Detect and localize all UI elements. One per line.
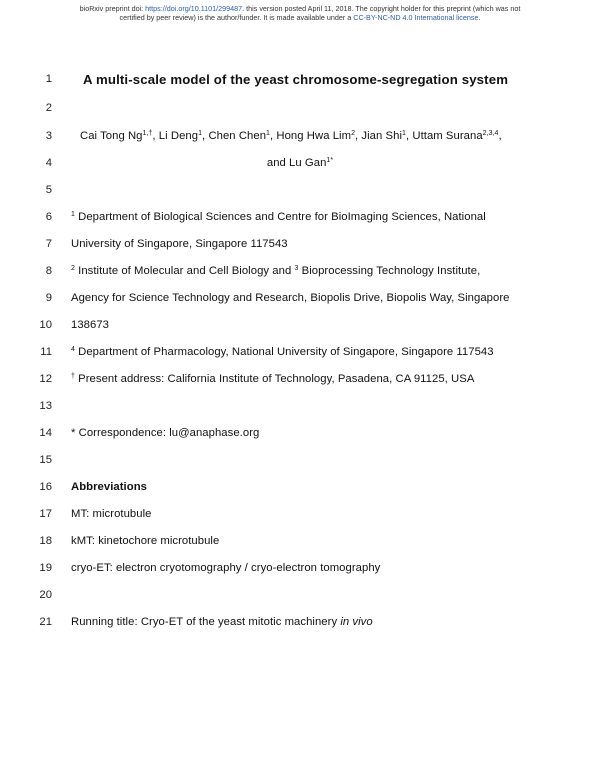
line-number: 3 xyxy=(45,130,52,142)
affiliation-sup: 4 xyxy=(71,346,75,353)
header-line2-prefix: certified by peer review) is the author/funder. It is made available under a xyxy=(119,13,354,22)
preprint-header xyxy=(0,4,600,22)
license-link[interactable]: CC-BY-NC-ND 4.0 International license xyxy=(353,13,479,22)
affiliation-text: Department of Biological Sciences and Centre for BioImaging Sciences, National xyxy=(74,211,486,223)
affiliation-2 xyxy=(71,265,480,277)
author-affiliation-sup: 1,† xyxy=(142,130,153,137)
running-title-text: Running title: Cryo-ET of the yeast mitotic machinery xyxy=(71,616,341,628)
affiliation-text: Department of Pharmacology, National University of Singapore, Singapore 117543 xyxy=(74,346,494,358)
present-address xyxy=(71,373,474,385)
line-number: 10 xyxy=(39,319,52,331)
affiliation-4 xyxy=(71,346,494,358)
author-conjunction: and xyxy=(266,157,290,169)
affiliation-sup: 1 xyxy=(71,211,75,218)
author-name: Li Deng xyxy=(158,130,199,142)
line-number: 13 xyxy=(39,400,52,412)
affiliation-1-cont: University of Singapore, Singapore 117543 xyxy=(71,238,288,250)
author-separator: , xyxy=(498,130,502,142)
header-line-1 xyxy=(0,4,600,13)
author-affiliation-sup: 1* xyxy=(326,157,334,164)
line-number: 8 xyxy=(45,265,52,277)
author-separator: , xyxy=(405,130,413,142)
line-number: 6 xyxy=(45,211,52,223)
author-affiliation-sup: 1 xyxy=(198,130,203,137)
author-name: Hong Hwa Lim xyxy=(276,130,352,142)
author-separator: , xyxy=(355,130,362,142)
line-number: 1 xyxy=(45,73,52,85)
line-number: 17 xyxy=(39,508,52,520)
author-name: Uttam Surana xyxy=(412,130,483,142)
author-name: Cai Tong Ng xyxy=(80,130,143,142)
header-prefix: bioRxiv preprint doi: xyxy=(79,4,146,13)
running-title-italic: in vivo xyxy=(340,616,373,628)
line-number: 14 xyxy=(39,427,52,439)
line-number: 16 xyxy=(39,481,52,493)
affiliation-sup: 3 xyxy=(294,265,299,272)
author-affiliation-sup: 1 xyxy=(402,130,406,137)
author-affiliation-sup: 2,3,4 xyxy=(482,130,499,137)
line-number: 11 xyxy=(40,346,52,358)
author-name: Chen Chen xyxy=(208,130,267,142)
abbreviation-item: cryo-ET: electron cryotomography / cryo-electron tomography xyxy=(71,562,381,574)
line-number: 9 xyxy=(45,292,52,304)
abbreviation-item: kMT: kinetochore microtubule xyxy=(71,535,220,547)
affiliation-text: Bioprocessing Technology Institute, xyxy=(298,265,481,277)
affiliation-text: Institute of Molecular and Cell Biology and xyxy=(74,265,295,277)
author-list-line-2 xyxy=(0,157,600,169)
present-address-text: Present address: California Institute of Technology, Pasadena, CA 91125, USA xyxy=(74,373,475,385)
author-affiliation-sup: 2 xyxy=(351,130,356,137)
line-number: 2 xyxy=(45,102,52,114)
line-number: 5 xyxy=(45,184,52,196)
author-separator: , xyxy=(270,130,277,142)
line-number: 21 xyxy=(39,616,52,628)
line-number: 7 xyxy=(45,238,52,250)
correspondence: * Correspondence: lu@anaphase.org xyxy=(71,427,260,439)
author-list xyxy=(80,130,502,142)
abbreviation-item: MT: microtubule xyxy=(71,508,152,520)
line-number: 15 xyxy=(39,454,52,466)
dagger-sup: † xyxy=(71,373,75,380)
author-name: Jian Shi xyxy=(361,130,403,142)
running-title xyxy=(71,616,373,628)
author-separator: , xyxy=(202,130,209,142)
abbreviations-heading: Abbreviations xyxy=(71,481,147,493)
author-name: Lu Gan xyxy=(289,157,327,169)
affiliation-2-cont: Agency for Science Technology and Research, Biopolis Drive, Biopolis Way, Singapore xyxy=(71,292,510,304)
line-number: 12 xyxy=(39,373,52,385)
author-separator: , xyxy=(152,130,159,142)
line-number: 19 xyxy=(39,562,52,574)
affiliation-1 xyxy=(71,211,486,223)
affiliation-sup: 2 xyxy=(71,265,75,272)
line-number: 20 xyxy=(39,589,52,601)
header-suffix: . this version posted April 11, 2018. The copyright holder for this preprint (which was not xyxy=(242,4,521,13)
header-line2-suffix: . xyxy=(478,13,481,22)
header-line-2 xyxy=(0,13,600,22)
line-number: 18 xyxy=(39,535,52,547)
paper-title: A multi-scale model of the yeast chromosome-segregation system xyxy=(83,72,509,87)
doi-link[interactable]: https://doi.org/10.1101/299487 xyxy=(145,4,243,13)
affiliation-2-postcode: 138673 xyxy=(71,319,109,331)
line-number: 4 xyxy=(45,157,52,169)
author-affiliation-sup: 1 xyxy=(266,130,270,137)
